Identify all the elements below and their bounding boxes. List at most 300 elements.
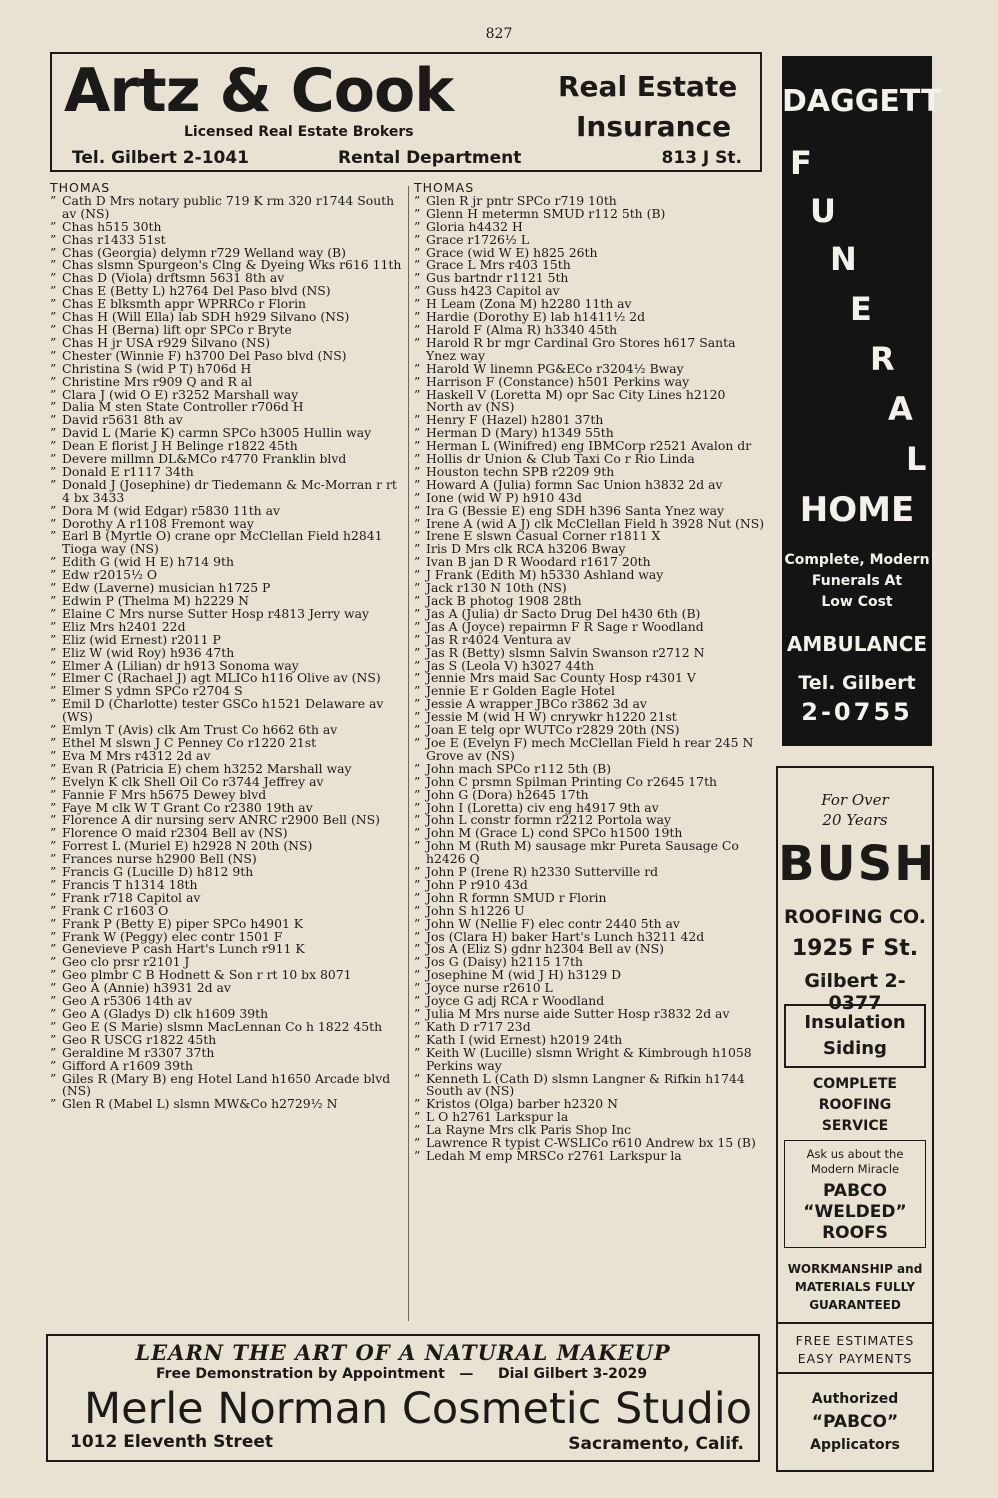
ditto-mark: ” <box>50 915 57 931</box>
ad-demo-label: Free Demonstration by Appointment <box>156 1366 445 1382</box>
column-surname-header: THOMAS <box>50 180 111 195</box>
ad-demo-text <box>156 1366 473 1382</box>
ditto-mark: ” <box>50 864 57 880</box>
entry-text: Kath D r717 23d <box>426 1018 531 1034</box>
ditto-mark: ” <box>50 192 57 208</box>
ditto-mark: ” <box>414 696 421 712</box>
pabco-line: ROOFS <box>822 1223 888 1243</box>
artz-cook-advertisement <box>50 52 762 172</box>
ad-subtitle: Licensed Real Estate Brokers <box>184 124 414 140</box>
bush-roofing-advertisement <box>776 766 937 1472</box>
ditto-mark: ” <box>414 244 421 260</box>
ditto-mark: ” <box>50 1006 57 1021</box>
entry-text: Guss h423 Capitol av <box>426 283 560 299</box>
entry-text: Chas E (Betty L) h2764 Del Paso blvd (NS) <box>62 283 331 299</box>
entry-text: Geo A r5306 14th av <box>62 993 192 1009</box>
directory-entry <box>50 192 402 221</box>
ditto-mark: ” <box>414 631 421 647</box>
ditto-mark: ” <box>50 696 57 712</box>
entry-text: Evan R (Patricia E) chem h3252 Marshall way <box>62 760 352 776</box>
tagline-line: Funerals At <box>811 573 903 589</box>
ditto-mark: ” <box>50 967 57 983</box>
ditto-mark: ” <box>414 296 421 312</box>
daggett-name: DAGGETT <box>782 84 942 119</box>
ad-service-insurance: Insurance <box>576 110 732 143</box>
entry-text: Edw (Laverne) musician h1725 P <box>62 580 271 596</box>
entry-text: Elmer C (Rachael J) agt MLICo h116 Olive av (NS) <box>62 670 381 686</box>
entry-text: Emil D (Charlotte) tester GSCo h1521 Delaware av (WS) <box>62 696 384 725</box>
entry-text: Glenn H metermn SMUD r112 5th (B) <box>426 205 666 221</box>
entry-text: Geo R USCG r1822 45th <box>62 1031 217 1047</box>
column-surname-header: THOMAS <box>414 180 475 195</box>
ditto-mark: ” <box>414 1147 421 1163</box>
entry-text: Chas slsmn Spurgeon's Clng & Dyeing Wks r616 11th <box>62 257 402 273</box>
ditto-mark: ” <box>50 941 57 957</box>
ditto-mark: ” <box>414 954 421 970</box>
ditto-mark: ” <box>50 257 57 273</box>
entry-text: Hardie (Dorothy E) lab h1411½ 2d <box>426 309 646 325</box>
directory-entry <box>414 386 766 415</box>
bush-address: 1925 F St. <box>791 936 919 961</box>
ditto-mark: ” <box>414 657 421 673</box>
entry-text: John W (Nellie F) elec contr 2440 5th av <box>426 915 680 931</box>
ditto-mark: ” <box>50 1070 57 1086</box>
entry-text: Ivan B jan D R Woodard r1617 20th <box>426 554 651 570</box>
entry-text: Elaine C Mrs nurse Sutter Hosp r4813 Jerry way <box>62 605 370 621</box>
ditto-mark: ” <box>414 580 421 596</box>
entry-text: David L (Marie K) carmn SPCo h3005 Hullin way <box>62 425 372 441</box>
ditto-mark: ” <box>50 734 57 750</box>
entry-text: Chas E blksmth appr WPRRCo r Florin <box>62 296 307 312</box>
ditto-mark: ” <box>414 412 421 428</box>
ditto-mark: ” <box>50 438 57 454</box>
ditto-mark: ” <box>50 580 57 596</box>
ad-studio-name: Merle Norman Cosmetic Studio <box>84 1384 753 1434</box>
ditto-mark: ” <box>414 760 421 776</box>
ditto-mark: ” <box>50 528 57 544</box>
entry-text: Eliz W (wid Roy) h936 47th <box>62 644 235 660</box>
ditto-mark: ” <box>414 205 421 221</box>
page-number: 827 <box>485 26 513 42</box>
insulation-siding-box <box>784 1004 926 1068</box>
tagline-line: Complete, Modern <box>784 552 930 568</box>
ditto-mark: ” <box>414 218 421 234</box>
ad-brand-name: Artz & Cook <box>64 56 454 126</box>
entry-text: Donald J (Josephine) dr Tiedemann & Mc-Morran r rt 4 bx 3433 <box>62 476 397 505</box>
ditto-mark: ” <box>50 244 57 260</box>
authorized-applicators <box>778 1388 932 1457</box>
ditto-mark: ” <box>50 644 57 660</box>
entry-text: Donald E r1117 34th <box>62 463 194 479</box>
directory-entry <box>414 840 766 866</box>
ad-department: Rental Department <box>338 148 522 168</box>
ditto-mark: ” <box>50 373 57 389</box>
ditto-mark: ” <box>50 786 57 802</box>
ditto-mark: ” <box>414 334 421 350</box>
ditto-mark: ” <box>414 773 421 789</box>
directory-entry <box>50 530 402 556</box>
entry-text: Evelyn K clk Shell Oil Co r3744 Jeffrey av <box>62 773 324 789</box>
entry-text: Francis T h1314 18th <box>62 876 198 892</box>
directory-entry <box>50 1098 402 1111</box>
entry-text: Frank r718 Capitol av <box>62 889 201 905</box>
entry-text: Grace (wid W E) h825 26th <box>426 244 598 260</box>
ditto-mark: ” <box>414 438 421 454</box>
directory-entry <box>414 1044 766 1073</box>
ditto-mark: ” <box>50 567 57 583</box>
entry-text: Jack B photog 1908 28th <box>426 593 582 608</box>
ditto-mark: ” <box>414 1135 421 1151</box>
auth-line: Authorized <box>811 1391 899 1407</box>
ditto-mark: ” <box>414 928 421 944</box>
entry-text: Dora M (wid Edgar) r5830 11th av <box>62 502 280 518</box>
ditto-mark: ” <box>50 309 57 325</box>
bush-for-over: For Over <box>821 791 889 809</box>
ditto-mark: ” <box>50 657 57 673</box>
bush-twenty-years: 20 Years <box>822 811 888 829</box>
ditto-mark: ” <box>50 412 57 428</box>
entry-text: Chas H (Berna) lift opr SPCo r Bryte <box>62 321 292 337</box>
entry-text: John P (Irene R) h2330 Sutterville rd <box>426 864 659 880</box>
entry-text: Edwin P (Thelma M) h2229 N <box>62 593 249 608</box>
entry-text: John M (Ruth M) sausage mkr Pureta Sausage Co h2426 Q <box>426 838 739 867</box>
funeral-letter: E <box>850 290 872 328</box>
ditto-mark: ” <box>414 528 421 544</box>
ditto-mark: ” <box>50 1096 57 1112</box>
directory-entry <box>414 1147 766 1163</box>
entry-text: Jas R (Betty) slsmn Salvin Swanson r2712 N <box>426 644 705 660</box>
entry-text: Faye M clk W T Grant Co r2380 19th av <box>62 799 313 815</box>
ditto-mark: ” <box>50 347 57 363</box>
entry-text: John I (Loretta) civ eng h4917 9th av <box>426 799 659 815</box>
entry-text: Eliz Mrs h2401 22d <box>62 618 186 634</box>
ditto-mark: ” <box>50 980 57 996</box>
entry-text: Iris D Mrs clk RCA h3206 Bway <box>426 541 626 557</box>
entry-text: Ethel M slswn J C Penney Co r1220 21st <box>62 734 317 750</box>
entry-text: Dalia M sten State Controller r706d H <box>62 399 304 415</box>
daggett-home: HOME <box>799 490 915 530</box>
ditto-mark: ” <box>414 1044 421 1060</box>
entry-text: Grace r1726½ L <box>426 231 530 247</box>
entry-text: La Rayne Mrs clk Paris Shop Inc <box>426 1122 632 1138</box>
entry-text: Christine Mrs r909 Q and R al <box>62 373 253 389</box>
ditto-mark: ” <box>414 786 421 802</box>
ask-line: Modern Miracle <box>810 1162 900 1176</box>
ditto-mark: ” <box>414 386 421 402</box>
entry-text: Frank P (Betty E) piper SPCo h4901 K <box>62 915 304 931</box>
ditto-mark: ” <box>414 799 421 815</box>
ditto-mark: ” <box>414 425 421 441</box>
entry-text: J Frank (Edith M) h5330 Ashland way <box>426 567 664 583</box>
ad-dial-text: Dial Gilbert 3-2029 <box>498 1366 648 1382</box>
entry-text: Dorothy A r1108 Fremont way <box>62 515 254 531</box>
directory-entry <box>414 734 766 763</box>
entry-text: Jos (Clara H) baker Hart's Lunch h3211 42d <box>426 928 705 944</box>
pabco-line: “WELDED” <box>803 1202 907 1222</box>
ditto-mark: ” <box>50 902 57 918</box>
entry-text: Chas (Georgia) delymn r729 Welland way (B) <box>62 244 346 260</box>
pabco-welded-roofs <box>785 1181 925 1244</box>
ditto-mark: ” <box>414 192 421 208</box>
entry-text: Forrest L (Muriel E) h2928 N 20th (NS) <box>62 838 313 854</box>
directory-entry <box>414 1070 766 1099</box>
entry-text: John L constr formn r2212 Portola way <box>426 812 672 828</box>
entry-text: Kristos (Olga) barber h2320 N <box>426 1096 618 1112</box>
directory-entry-list <box>414 192 766 1163</box>
divider-rule <box>778 1372 932 1374</box>
ditto-mark: ” <box>50 502 57 518</box>
entry-text: John M (Grace L) cond SPCo h1500 19th <box>426 825 683 841</box>
ditto-mark: ” <box>414 321 421 337</box>
funeral-letter: N <box>830 240 857 278</box>
entry-text: Harold W linemn PG&ECo r3204½ Bway <box>426 360 684 376</box>
entry-text: Cath D Mrs notary public 719 K rm 320 r1744 South av (NS) <box>62 192 395 221</box>
entry-text: Geo A (Annie) h3931 2d av <box>62 980 231 996</box>
entry-text: Elmer A (Lilian) dr h913 Sonoma way <box>62 657 299 673</box>
ditto-mark: ” <box>50 360 57 376</box>
ditto-mark: ” <box>414 605 421 621</box>
entry-text: Jas S (Leola V) h3027 44th <box>426 657 595 673</box>
entry-text: Howard A (Julia) formn Sac Union h3832 2d av <box>426 476 723 492</box>
entry-text: H Leam (Zona M) h2280 11th av <box>426 296 632 312</box>
ditto-mark: ” <box>414 502 421 518</box>
ditto-mark: ” <box>414 463 421 479</box>
insulation-label: Insulation <box>804 1012 906 1033</box>
entry-text: Jas A (Julia) dr Sacto Drug Del h430 6th (B) <box>426 605 701 621</box>
ditto-mark: ” <box>414 554 421 570</box>
ad-phone: Tel. Gilbert 2-1041 <box>72 148 250 168</box>
ad-address: 813 J St. <box>661 148 742 168</box>
ditto-mark: ” <box>414 1096 421 1112</box>
entry-text: Jas A (Joyce) repairmn F R Sage r Woodland <box>426 618 704 634</box>
merle-norman-advertisement <box>46 1334 760 1462</box>
ditto-mark: ” <box>50 334 57 350</box>
bush-name: BUSH <box>778 836 937 892</box>
ditto-mark: ” <box>414 709 421 725</box>
bush-years <box>778 790 932 830</box>
ditto-mark: ” <box>414 373 421 389</box>
entry-text: Geo clo prsr r2101 J <box>62 954 190 970</box>
entry-text: Harold F (Alma R) h3340 45th <box>426 321 618 337</box>
ditto-mark: ” <box>414 876 421 892</box>
ditto-mark: ” <box>50 1057 57 1073</box>
ditto-mark: ” <box>414 670 421 686</box>
entry-text: Gifford A r1609 39th <box>62 1057 193 1073</box>
ditto-mark: ” <box>50 218 57 234</box>
entry-text: Edith G (wid H E) h714 9th <box>62 554 234 570</box>
ditto-mark: ” <box>50 773 57 789</box>
ditto-mark: ” <box>50 1018 57 1034</box>
funeral-letter: F <box>790 144 812 182</box>
ditto-mark: ” <box>50 618 57 634</box>
entry-text: Hollis dr Union & Club Taxi Co r Rio Linda <box>426 451 695 467</box>
entry-text: Emlyn T (Avis) clk Am Trust Co h662 6th av <box>62 722 338 738</box>
ditto-mark: ” <box>50 476 57 492</box>
entry-text: John P r910 43d <box>426 876 528 892</box>
funeral-letter: R <box>870 340 895 378</box>
daggett-tel-label: Tel. Gilbert <box>798 672 916 694</box>
entry-text: Jessie A wrapper JBCo r3862 3d av <box>426 696 647 712</box>
entry-text: Clara J (wid O E) r3252 Marshall way <box>62 386 299 402</box>
bush-company: ROOFING CO. <box>784 906 926 928</box>
entry-text: Harold R br mgr Cardinal Gro Stores h617 Santa Ynez way <box>426 334 736 363</box>
ditto-mark: ” <box>50 825 57 841</box>
entry-text: Jos G (Daisy) h2115 17th <box>426 954 583 970</box>
ditto-mark: ” <box>414 980 421 996</box>
entry-text: Henry F (Hazel) h2801 37th <box>426 412 604 428</box>
entry-text: Geo E (S Marie) slsmn MacLennan Co h 1822 45th <box>62 1018 383 1034</box>
entry-text: Frances nurse h2900 Bell (NS) <box>62 851 257 867</box>
entry-text: Francis G (Lucille D) h812 9th <box>62 864 254 880</box>
daggett-ambulance: AMBULANCE <box>786 632 928 656</box>
ditto-mark: ” <box>414 734 421 750</box>
ditto-mark: ” <box>414 864 421 880</box>
daggett-tagline <box>782 550 932 613</box>
ditto-mark: ” <box>414 489 421 505</box>
siding-label: Siding <box>823 1038 887 1059</box>
entry-text: Jennie E r Golden Eagle Hotel <box>426 683 615 699</box>
ditto-mark: ” <box>50 954 57 970</box>
bush-phone: Gilbert 2-0377 <box>804 970 906 1014</box>
entry-text: Jos A (Eliz S) gdnr h2304 Bell av (NS) <box>426 941 664 957</box>
ditto-mark: ” <box>414 1018 421 1034</box>
ditto-mark: ” <box>414 541 421 557</box>
directory-entry-list <box>50 192 402 1112</box>
ditto-mark: ” <box>414 825 421 841</box>
entry-text: Irene A (wid A J) clk McClellan Field h 3928 Nut (NS) <box>426 515 765 531</box>
entry-text: Glen R (Mabel L) slsmn MW&Co h2729½ N <box>62 1096 338 1112</box>
entry-text: Julia M Mrs nurse aide Sutter Hosp r3832 2d av <box>426 1006 730 1021</box>
ditto-mark: ” <box>50 993 57 1009</box>
entry-text: Chas H jr USA r929 Silvano (NS) <box>62 334 271 350</box>
entry-text: Joan E telg opr WUTCo r2829 20th (NS) <box>426 722 680 738</box>
pabco-line: PABCO <box>823 1181 887 1201</box>
free-line: FREE ESTIMATES <box>795 1333 915 1348</box>
ditto-mark: ” <box>50 463 57 479</box>
ask-us-text <box>785 1147 925 1177</box>
guarantee-line: WORKMANSHIP and <box>787 1262 923 1276</box>
ditto-mark: ” <box>50 876 57 892</box>
workmanship-guarantee <box>778 1260 932 1314</box>
entry-text: Jennie Mrs maid Sac County Hosp r4301 V <box>426 670 696 686</box>
ditto-mark: ” <box>414 618 421 634</box>
daggett-funeral-advertisement <box>782 56 942 746</box>
entry-text: L O h2761 Larkspur la <box>426 1109 569 1125</box>
ditto-mark: ” <box>414 593 421 608</box>
entry-text: Kenneth L (Cath D) slsmn Langner & Rifkin h1744 South av (NS) <box>426 1070 745 1099</box>
ask-line: Ask us about the <box>806 1147 904 1161</box>
entry-text: Kath I (wid Ernest) h2019 24th <box>426 1031 623 1047</box>
tagline-line: Low Cost <box>821 594 893 610</box>
ditto-mark: ” <box>50 851 57 867</box>
directory-entry <box>50 698 402 724</box>
entry-text: Eliz (wid Ernest) r2011 P <box>62 631 221 647</box>
ditto-mark: ” <box>50 760 57 776</box>
ditto-mark: ” <box>50 683 57 699</box>
ditto-mark: ” <box>414 722 421 738</box>
ditto-mark: ” <box>414 967 421 983</box>
entry-text: Fannie F Mrs h5675 Dewey blvd <box>62 786 267 802</box>
directory-column-left <box>50 182 402 1111</box>
entry-text: Haskell V (Loretta M) opr Sac City Lines h2120 North av (NS) <box>426 386 726 415</box>
entry-text: Geraldine M r3307 37th <box>62 1044 215 1060</box>
ditto-mark: ” <box>414 812 421 828</box>
ditto-mark: ” <box>414 567 421 583</box>
column-divider <box>408 186 409 1321</box>
ditto-mark: ” <box>50 399 57 415</box>
ditto-mark: ” <box>414 1070 421 1086</box>
directory-column-right <box>414 182 766 1163</box>
ad-separator: — <box>459 1366 474 1382</box>
ad-city: Sacramento, Calif. <box>568 1434 744 1454</box>
auth-line: Applicators <box>810 1437 900 1453</box>
ditto-mark: ” <box>50 283 57 299</box>
guarantee-line: MATERIALS FULLY <box>794 1280 916 1294</box>
ditto-mark: ” <box>414 476 421 492</box>
ditto-mark: ” <box>414 838 421 854</box>
entry-text: Florence A dir nursing serv ANRC r2900 Bell (NS) <box>62 812 380 828</box>
ditto-mark: ” <box>50 747 57 763</box>
pabco-box <box>784 1140 926 1248</box>
ditto-mark: ” <box>50 889 57 905</box>
ad-service-real-estate: Real Estate <box>558 70 738 103</box>
entry-text: Gloria h4432 H <box>426 218 523 234</box>
entry-text: Giles R (Mary B) eng Hotel Land h1650 Arcade blvd (NS) <box>62 1070 391 1099</box>
ditto-mark: ” <box>50 231 57 247</box>
entry-text: Chas h515 30th <box>62 218 162 234</box>
service-line: SERVICE <box>821 1118 889 1134</box>
ditto-mark: ” <box>50 321 57 337</box>
funeral-letter: U <box>810 192 836 230</box>
ditto-mark: ” <box>50 1031 57 1047</box>
ditto-mark: ” <box>414 1109 421 1125</box>
ad-street-address: 1012 Eleventh Street <box>70 1432 274 1452</box>
entry-text: John R formn SMUD r Florin <box>426 889 607 905</box>
entry-text: Glen R jr pntr SPCo r719 10th <box>426 192 617 208</box>
ditto-mark: ” <box>414 1006 421 1021</box>
entry-text: Keith W (Lucille) slsmn Wright & Kimbrough h1058 Perkins way <box>426 1044 752 1073</box>
entry-text: Joe E (Evelyn F) mech McClellan Field h rear 245 N Grove av (NS) <box>426 734 754 763</box>
ditto-mark: ” <box>50 554 57 570</box>
entry-text: Ledah M emp MRSCo r2761 Larkspur la <box>426 1147 682 1163</box>
free-estimates <box>778 1332 932 1368</box>
entry-text: Harrison F (Constance) h501 Perkins way <box>426 373 690 389</box>
ditto-mark: ” <box>414 941 421 957</box>
ditto-mark: ” <box>414 915 421 931</box>
entry-text: Herman L (Winifred) eng IBMCorp r2521 Avalon dr <box>426 438 752 454</box>
entry-text: Irene E slswn Casual Corner r1811 X <box>426 528 661 544</box>
ditto-mark: ” <box>414 515 421 531</box>
guarantee-line: GUARANTEED <box>809 1298 901 1312</box>
ditto-mark: ” <box>50 812 57 828</box>
ditto-mark: ” <box>50 593 57 608</box>
entry-text: Joyce nurse r2610 L <box>426 980 553 996</box>
directory-entry <box>50 476 402 505</box>
entry-text: John mach SPCo r112 5th (B) <box>426 760 612 776</box>
complete-roofing-service <box>778 1074 932 1137</box>
entry-text: Jessie M (wid H W) cnrywkr h1220 21st <box>426 709 677 725</box>
ditto-mark: ” <box>50 928 57 944</box>
ditto-mark: ” <box>414 993 421 1009</box>
funeral-letter: A <box>888 390 913 428</box>
ditto-mark: ” <box>50 605 57 621</box>
entry-text: Chas r1433 51st <box>62 231 166 247</box>
ditto-mark: ” <box>50 296 57 312</box>
entry-text: Houston techn SPB r2209 9th <box>426 463 615 479</box>
ditto-mark: ” <box>50 451 57 467</box>
ditto-mark: ” <box>414 902 421 918</box>
ditto-mark: ” <box>414 270 421 286</box>
